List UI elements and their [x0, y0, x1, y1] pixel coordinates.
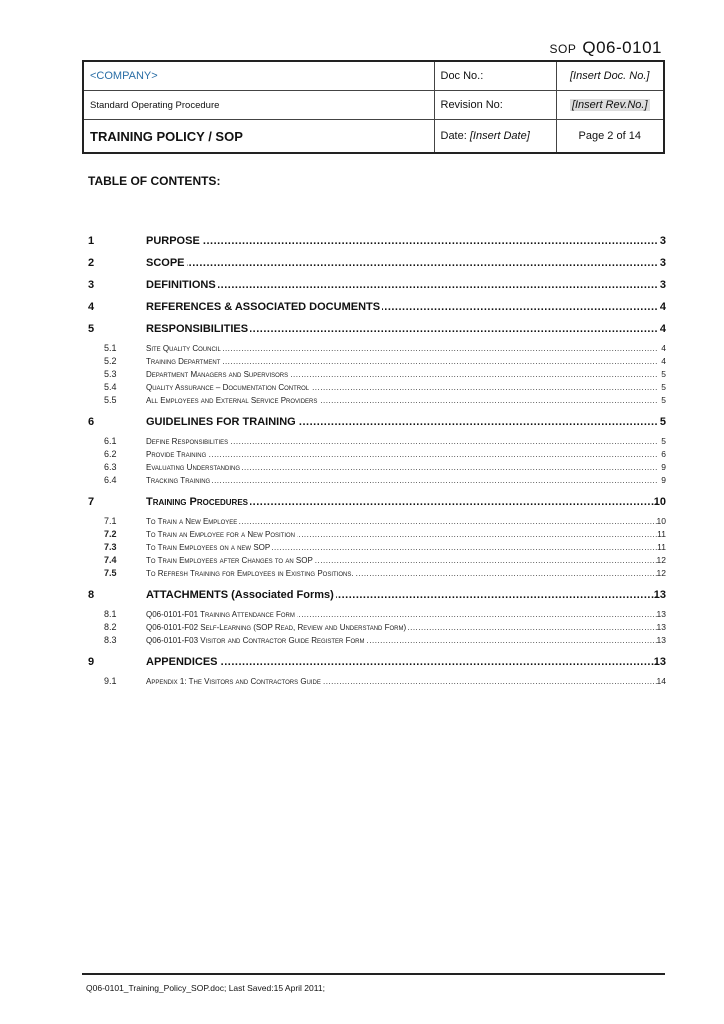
- toc-entry[interactable]: [88, 435, 666, 448]
- toc-entry-page: 6: [661, 449, 666, 459]
- toc-entry-page: 4: [659, 323, 666, 335]
- toc-entry-page: 3: [659, 257, 666, 269]
- toc-entry-page: 12: [656, 568, 666, 578]
- toc-entry[interactable]: [88, 230, 666, 252]
- toc-entry-title: Tracking Training: [146, 476, 211, 485]
- toc-entry-number: 8.3: [104, 635, 117, 645]
- page-indicator: Page 2 of 14: [556, 120, 664, 154]
- toc-entry[interactable]: [88, 355, 666, 368]
- footer-text: Q06-0101_Training_Policy_SOP.doc; Last Saved:15 April 2011;: [86, 983, 325, 993]
- toc-entry-number: 9: [88, 656, 95, 668]
- procedure-type: Standard Operating Procedure: [83, 91, 434, 120]
- toc-entry-page: 5: [659, 416, 666, 428]
- toc-entry-title-wrap: [146, 274, 658, 296]
- toc-entry-number: 7.1: [104, 516, 117, 526]
- toc-entry[interactable]: [88, 394, 666, 407]
- toc-entry-title-wrap: [146, 651, 658, 673]
- revision-label: Revision No:: [434, 91, 556, 120]
- toc-entry-page: 5: [661, 436, 666, 446]
- toc-entry-title-wrap: [146, 394, 658, 407]
- toc-entry-number: 5.3: [104, 369, 117, 379]
- toc-entry-page: 4: [659, 301, 666, 313]
- date-value: [Insert Date]: [469, 130, 530, 142]
- toc-entry-title: APPENDICES: [146, 656, 218, 668]
- toc-entry-title: DEFINITIONS: [146, 279, 216, 291]
- revision-cell: [556, 91, 664, 120]
- toc-entry[interactable]: [88, 491, 666, 513]
- toc-entry-title: Q06-0101-F02 Self-Learning (SOP Read, Review and Understand Form): [146, 623, 407, 632]
- toc-entry[interactable]: [88, 528, 666, 541]
- toc-entry-title: PURPOSE: [146, 235, 200, 247]
- toc-entry-page: 10: [653, 496, 666, 508]
- toc-entry[interactable]: [88, 621, 666, 634]
- toc-entry[interactable]: [88, 567, 666, 580]
- toc-entry-number: 8: [88, 589, 95, 601]
- toc-entry[interactable]: [88, 381, 666, 394]
- toc-entry-page: 11: [657, 529, 666, 539]
- toc-entry-title-wrap: [146, 318, 658, 340]
- toc-entry-number: 8.1: [104, 609, 117, 619]
- toc-entry-title-wrap: [146, 474, 658, 487]
- document-title: TRAINING POLICY / SOP: [83, 120, 434, 154]
- table-of-contents: [88, 230, 666, 688]
- toc-entry-number: 6.4: [104, 475, 117, 485]
- toc-entry-title-wrap: [146, 411, 658, 433]
- toc-entry-number: 6: [88, 416, 95, 428]
- toc-entry[interactable]: [88, 274, 666, 296]
- toc-entry[interactable]: [88, 554, 666, 567]
- toc-entry-number: 8.2: [104, 622, 117, 632]
- toc-entry-title-wrap: [146, 515, 658, 528]
- toc-entry-title-wrap: [146, 296, 658, 318]
- toc-entry[interactable]: [88, 474, 666, 487]
- revision-value: [Insert Rev.No.]: [571, 99, 648, 111]
- toc-entry-title: SCOPE: [146, 257, 185, 269]
- toc-entry-number: 7.4: [104, 555, 117, 565]
- footer-divider: [82, 973, 665, 975]
- toc-entry-number: 5.1: [104, 343, 117, 353]
- toc-entry-number: 6.1: [104, 436, 117, 446]
- toc-entry-number: 1: [88, 235, 95, 247]
- document-header-table: [82, 60, 665, 154]
- toc-entry-title: Training Procedures: [146, 496, 249, 508]
- toc-entry-title: To Train an Employee for a New Position: [146, 530, 295, 539]
- toc-entry-title: To Train a New Employee: [146, 517, 238, 526]
- toc-entry[interactable]: [88, 342, 666, 355]
- toc-entry-number: 5.5: [104, 395, 117, 405]
- toc-entry-page: 12: [656, 555, 666, 565]
- toc-entry-page: 11: [657, 542, 666, 552]
- toc-entry-title: RESPONSIBILITIES: [146, 323, 249, 335]
- toc-entry-title-wrap: [146, 584, 658, 606]
- toc-entry-page: 13: [653, 656, 666, 668]
- toc-entry-number: 3: [88, 279, 95, 291]
- toc-entry-title: To Train Employees on a new SOP: [146, 543, 271, 552]
- toc-entry-number: 7: [88, 496, 95, 508]
- toc-entry-title: Q06-0101-F01 Training Attendance Form: [146, 610, 295, 619]
- toc-entry-title-wrap: [146, 541, 658, 554]
- toc-entry-title: Provide Training: [146, 450, 207, 459]
- toc-entry-title-wrap: [146, 608, 658, 621]
- toc-entry-title: Quality Assurance – Documentation Control: [146, 383, 310, 392]
- toc-entry[interactable]: [88, 252, 666, 274]
- sop-number: Q06-0101: [582, 38, 662, 57]
- toc-entry[interactable]: [88, 368, 666, 381]
- toc-entry-page: 4: [661, 356, 666, 366]
- toc-entry-title-wrap: [146, 634, 658, 647]
- toc-entry[interactable]: [88, 634, 666, 647]
- toc-heading: TABLE OF CONTENTS:: [88, 174, 221, 188]
- toc-entry-page: 13: [653, 589, 666, 601]
- toc-entry-page: 9: [661, 462, 666, 472]
- toc-entry-page: 14: [656, 676, 666, 686]
- toc-entry[interactable]: [88, 675, 666, 688]
- doc-no-label: Doc No.:: [434, 61, 556, 91]
- toc-entry-title-wrap: [146, 461, 658, 474]
- toc-entry-number: 7.2: [104, 529, 117, 539]
- toc-entry-title: Department Managers and Supervisors: [146, 370, 289, 379]
- sop-prefix: SOP: [549, 42, 577, 56]
- toc-entry-page: 10: [656, 516, 666, 526]
- toc-entry-number: 7.5: [104, 568, 117, 578]
- toc-entry[interactable]: [88, 461, 666, 474]
- toc-entry-title-wrap: [146, 342, 658, 355]
- toc-entry-title-wrap: [146, 621, 658, 634]
- toc-entry[interactable]: [88, 651, 666, 673]
- toc-entry-title-wrap: [146, 448, 658, 461]
- toc-entry-page: 5: [661, 382, 666, 392]
- toc-entry-title: To Refresh Training for Employees in Existing Positions.: [146, 569, 354, 578]
- toc-entry-title-wrap: [146, 381, 658, 394]
- doc-no-value: [Insert Doc. No.]: [556, 61, 664, 91]
- toc-entry-page: 4: [661, 343, 666, 353]
- company-name: <COMPANY>: [83, 61, 434, 91]
- toc-entry-title: To Train Employees after Changes to an SOP: [146, 556, 313, 565]
- toc-entry-page: 5: [661, 395, 666, 405]
- toc-entry[interactable]: [88, 448, 666, 461]
- toc-entry[interactable]: [88, 608, 666, 621]
- sop-code: [550, 38, 662, 58]
- toc-entry-page: 3: [659, 279, 666, 291]
- toc-entry[interactable]: [88, 411, 666, 433]
- toc-entry-title: Site Quality Council: [146, 344, 221, 353]
- toc-entry-number: 5.2: [104, 356, 117, 366]
- toc-entry-page: 5: [661, 369, 666, 379]
- toc-entry-title: Evaluating Understanding: [146, 463, 241, 472]
- toc-entry[interactable]: [88, 515, 666, 528]
- toc-entry-number: 6.3: [104, 462, 117, 472]
- toc-entry-title: ATTACHMENTS (Associated Forms): [146, 589, 334, 601]
- toc-entry[interactable]: [88, 541, 666, 554]
- toc-entry-number: 5: [88, 323, 95, 335]
- toc-entry-title-wrap: [146, 368, 658, 381]
- toc-entry-page: 13: [656, 635, 666, 645]
- toc-entry[interactable]: [88, 318, 666, 340]
- toc-entry-title: Q06-0101-F03 Visitor and Contractor Guide Register Form: [146, 636, 365, 645]
- toc-entry-title-wrap: [146, 675, 658, 688]
- toc-entry-title-wrap: [146, 230, 658, 252]
- toc-entry[interactable]: [88, 584, 666, 606]
- toc-entry-title-wrap: [146, 528, 658, 541]
- toc-entry-number: 4: [88, 301, 95, 313]
- toc-entry-page: 13: [656, 609, 666, 619]
- toc-entry-title-wrap: [146, 554, 658, 567]
- toc-entry-title: All Employees and External Service Providers: [146, 396, 318, 405]
- toc-entry-title-wrap: [146, 567, 658, 580]
- toc-entry-number: 5.4: [104, 382, 117, 392]
- toc-entry-title-wrap: [146, 252, 658, 274]
- toc-entry-title-wrap: [146, 355, 658, 368]
- toc-entry-page: 13: [656, 622, 666, 632]
- toc-entry-title: Define Responsibilities: [146, 437, 229, 446]
- toc-entry[interactable]: [88, 296, 666, 318]
- toc-entry-title: Appendix 1: The Visitors and Contractors Guide: [146, 677, 321, 686]
- date-cell: [434, 120, 556, 154]
- toc-entry-title: GUIDELINES FOR TRAINING: [146, 416, 296, 428]
- toc-entry-title-wrap: [146, 491, 658, 513]
- toc-entry-title-wrap: [146, 435, 658, 448]
- toc-entry-number: 9.1: [104, 676, 117, 686]
- toc-entry-number: 2: [88, 257, 95, 269]
- date-label: Date:: [440, 130, 467, 142]
- toc-entry-title: REFERENCES & ASSOCIATED DOCUMENTS: [146, 301, 381, 313]
- toc-entry-number: 7.3: [104, 542, 117, 552]
- toc-entry-number: 6.2: [104, 449, 117, 459]
- toc-entry-title: Training Department: [146, 357, 221, 366]
- toc-entry-page: 3: [659, 235, 666, 247]
- toc-entry-page: 9: [661, 475, 666, 485]
